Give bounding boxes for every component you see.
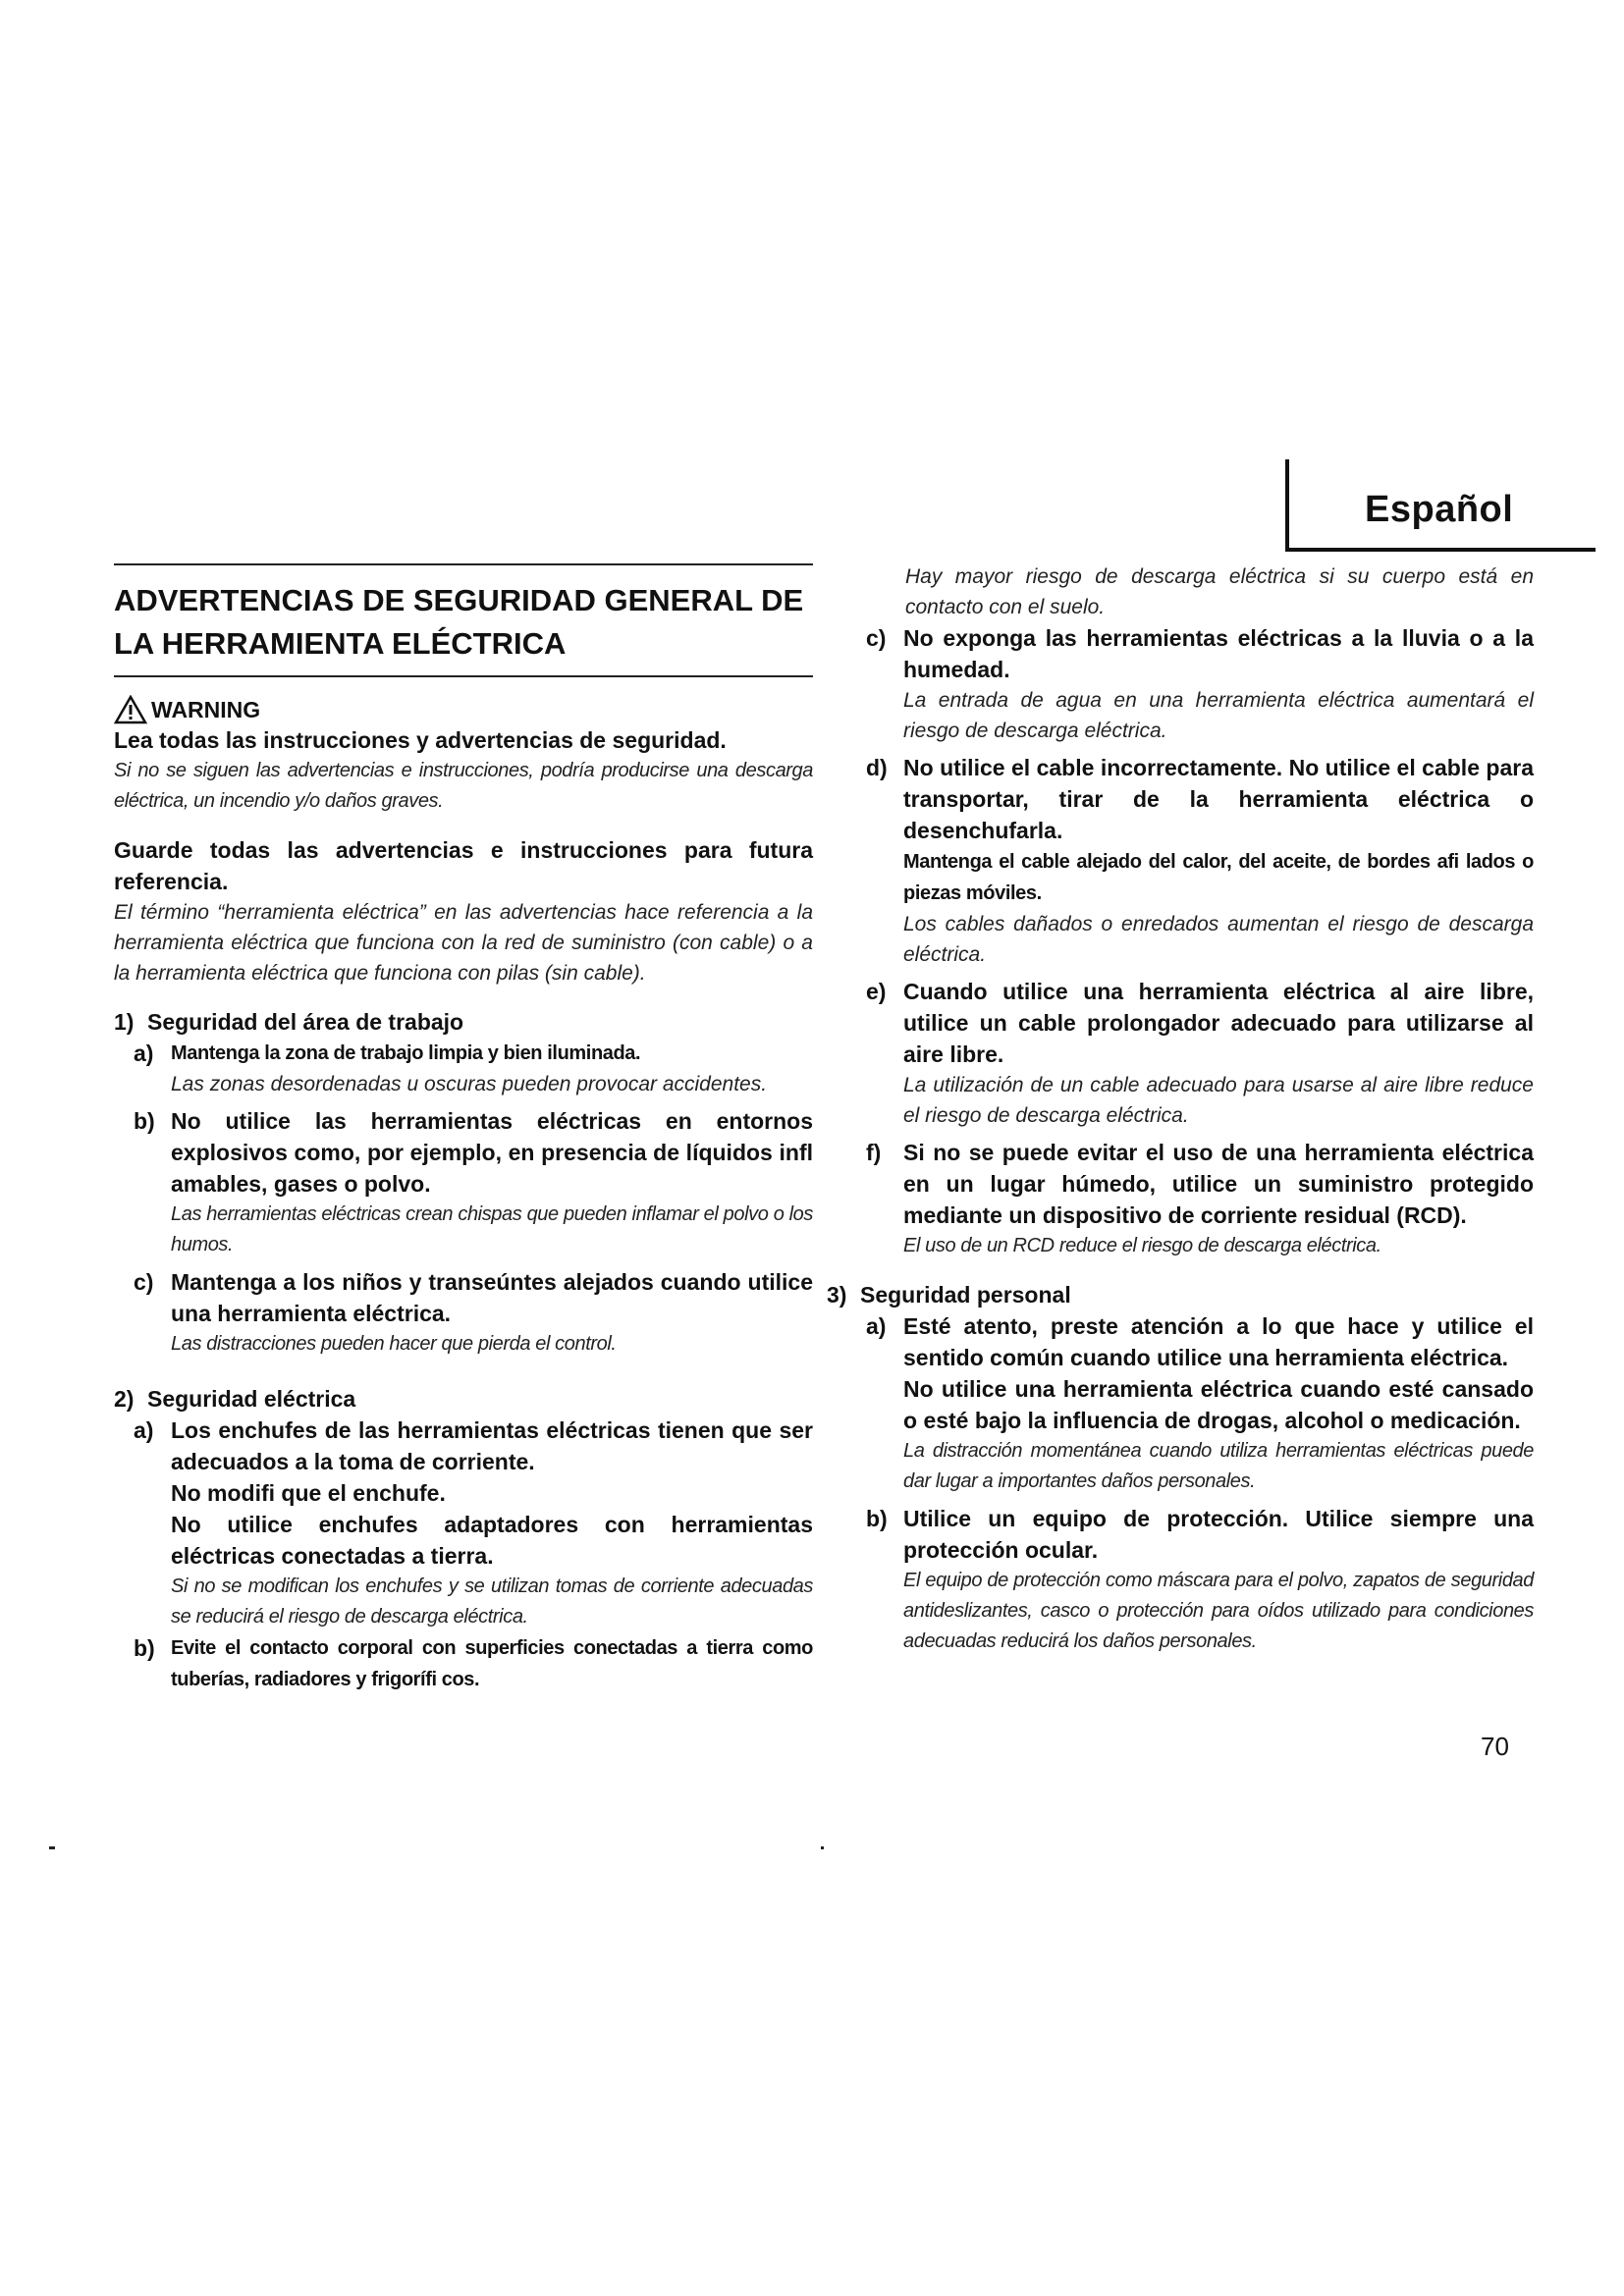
item-instruction-3: No utilice enchufes adaptadores con herramientas eléctricas conectadas a tierra. [171, 1512, 813, 1569]
item-marker: a) [866, 1313, 887, 1339]
item-instruction-2: No modifi que el enchufe. [171, 1480, 446, 1506]
list-item [134, 1415, 813, 1632]
item-instruction: Esté atento, preste atención a lo que hace y utilice el sentido común cuando utilice una herramienta eléctrica. [903, 1313, 1534, 1370]
language-tab-rule-horizontal [1285, 548, 1596, 552]
list-item [134, 1266, 813, 1360]
item-instruction-2: No utilice una herramienta eléctrica cuando esté cansado o esté bajo la influencia de drogas, alcohol o medicación. [903, 1376, 1534, 1433]
item-instruction: Cuando utilice una herramienta eléctrica al aire libre, utilice un cable prolongador adecuado para utilizarse al aire libre. [903, 979, 1534, 1067]
section-title-text: Seguridad del área de trabajo [147, 1009, 464, 1035]
item-instruction: Los enchufes de las herramientas eléctricas tienen que ser adecuados a la toma de corriente. [171, 1417, 813, 1474]
list-item [866, 1310, 1534, 1497]
read-instructions-note: Si no se siguen las advertencias e instrucciones, podría producirse una descarga eléctrica, un incendio y/o daños graves. [114, 760, 813, 812]
item-marker: b) [866, 1506, 888, 1531]
section-number: 2) [114, 1386, 135, 1412]
item-instruction: Mantenga la zona de trabajo limpia y bien iluminada. [171, 1042, 641, 1064]
section-2-heading [114, 1383, 813, 1415]
page-number: 70 [1481, 1732, 1509, 1761]
section-title-text: Seguridad personal [860, 1282, 1071, 1308]
item-marker: a) [134, 1417, 154, 1443]
section-title: ADVERTENCIAS DE SEGURIDAD GENERAL DE LA HERRAMIENTA ELÉCTRICA [114, 563, 813, 677]
language-label: Español [1365, 489, 1514, 530]
scan-speck [821, 1846, 824, 1849]
item-note: Las herramientas eléctricas crean chispas que pueden inflamar el polvo o los humos. [171, 1203, 813, 1255]
item-instruction: No utilice las herramientas eléctricas en entornos explosivos como, por ejemplo, en presencia de líquidos infl amables, gases o polvo. [171, 1108, 813, 1197]
right-column [827, 561, 1534, 1657]
item-note: Los cables dañados o enredados aumentan el riesgo de descarga eléctrica. [903, 913, 1534, 966]
left-column [114, 550, 813, 1695]
list-item [134, 1038, 813, 1099]
list-item [866, 752, 1534, 970]
section-1-heading [114, 1006, 813, 1038]
item-instruction: Mantenga a los niños y transeúntes alejados cuando utilice una herramienta eléctrica. [171, 1269, 813, 1326]
item-note: Hay mayor riesgo de descarga eléctrica si su cuerpo está en contacto con el suelo. [905, 565, 1534, 618]
warning-label: WARNING [151, 696, 261, 722]
item-marker: f) [866, 1140, 882, 1165]
item-marker: c) [134, 1269, 154, 1295]
warning-triangle-icon [114, 695, 147, 724]
scan-speck [49, 1846, 55, 1849]
item-note: La utilización de un cable adecuado para usarse al aire libre reduce el riesgo de descarga eléctrica. [903, 1074, 1534, 1127]
list-item [134, 1632, 813, 1695]
item-note: La distracción momentánea cuando utiliza herramientas eléctricas puede dar lugar a importantes daños personales. [903, 1440, 1534, 1492]
item-note: Las zonas desordenadas u oscuras pueden provocar accidentes. [171, 1073, 768, 1095]
item-marker: e) [866, 979, 887, 1004]
keep-instructions: Guarde todas las advertencias e instrucciones para futura referencia. [114, 837, 813, 894]
item-note: Si no se modifican los enchufes y se utilizan tomas de corriente adecuadas se reducirá el riesgo de descarga eléctrica. [171, 1575, 813, 1628]
read-instructions: Lea todas las instrucciones y advertencias de seguridad. [114, 727, 727, 753]
keep-instructions-note: El término “herramienta eléctrica” en las advertencias hace referencia a la herramienta eléctrica que funciona con la red de suministro (con cable) o a la herramienta eléctrica que funciona con pilas (sin cable). [114, 901, 813, 985]
item-instruction: No utilice el cable incorrectamente. No utilice el cable para transportar, tirar de la herramienta eléctrica o desenchufarla. [903, 755, 1534, 843]
section-number: 3) [827, 1282, 847, 1308]
language-tab-rule-vertical [1285, 459, 1289, 552]
item-note: El uso de un RCD reduce el riesgo de descarga eléctrica. [903, 1235, 1381, 1256]
item-instruction: Utilice un equipo de protección. Utilice siempre una protección ocular. [903, 1506, 1534, 1563]
item-marker: b) [134, 1108, 155, 1134]
item-marker: c) [866, 625, 887, 651]
item-instruction-2: Mantenga el cable alejado del calor, del aceite, de bordes afi lados o piezas móviles. [903, 851, 1534, 904]
item-instruction: Evite el contacto corporal con superficies conectadas a tierra como tuberías, radiadores y frigorífi cos. [171, 1637, 813, 1690]
list-item [866, 976, 1534, 1131]
list-item [866, 1503, 1534, 1657]
item-instruction: Si no se puede evitar el uso de una herramienta eléctrica en un lugar húmedo, utilice un suministro protegido mediante un dispositivo de corriente residual (RCD). [903, 1140, 1534, 1228]
item-marker: a) [134, 1041, 154, 1066]
list-item [866, 622, 1534, 746]
item-note: El equipo de protección como máscara para el polvo, zapatos de seguridad antideslizantes, casco o protección para oídos utilizado para condiciones adecuadas reducirá los daños personales. [903, 1570, 1534, 1652]
item-marker: b) [134, 1635, 155, 1661]
list-item [134, 1105, 813, 1260]
item-note: La entrada de agua en una herramienta eléctrica aumentará el riesgo de descarga eléctrica. [903, 689, 1534, 742]
section-3-heading [827, 1279, 1534, 1310]
item-note: Las distracciones pueden hacer que pierda el control. [171, 1333, 617, 1355]
item-marker: d) [866, 755, 888, 780]
section-number: 1) [114, 1009, 135, 1035]
warning-heading [114, 695, 813, 724]
item-instruction: No exponga las herramientas eléctricas a la lluvia o a la humedad. [903, 625, 1534, 682]
section-title-text: Seguridad eléctrica [147, 1386, 356, 1412]
list-item [866, 1137, 1534, 1261]
